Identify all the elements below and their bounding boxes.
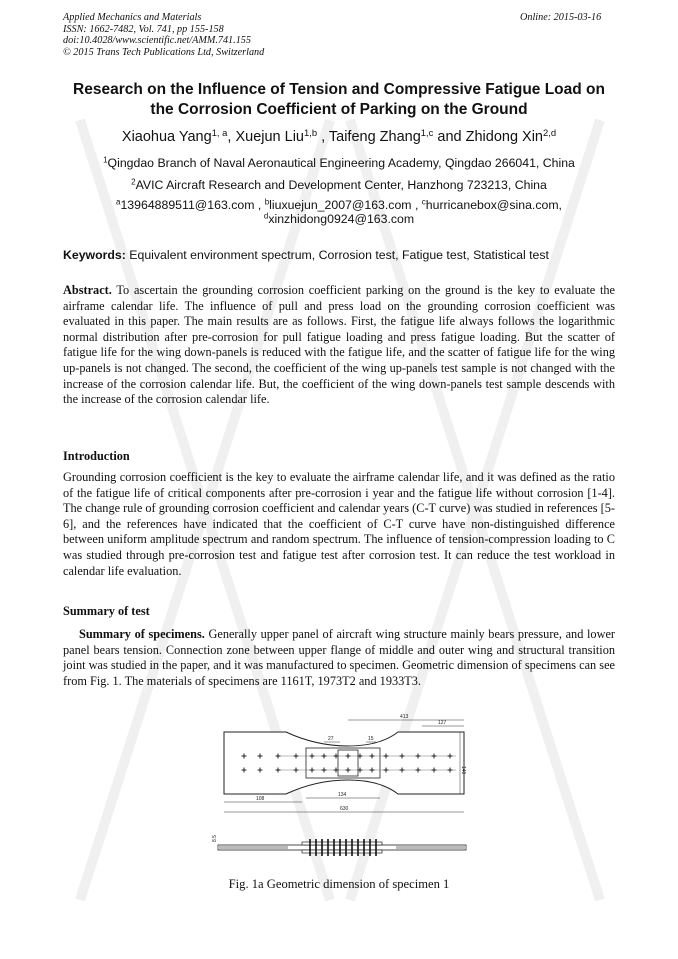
title-line-2: the Corrosion Coefficient of Parking on the Ground xyxy=(150,101,528,118)
affiliation-2 xyxy=(40,178,638,192)
author-affiliation-mark: 1, a xyxy=(211,126,228,138)
affiliation-text: Qingdao Branch of Naval Aeronautical Engineering Academy, Qingdao 266041, China xyxy=(107,156,575,170)
author-list xyxy=(40,126,638,145)
email-mark: b xyxy=(264,197,270,207)
dim-label: 27 xyxy=(328,736,334,742)
author-separator: , xyxy=(317,129,329,145)
doi-line[interactable]: doi:10.4028/www.scientific.net/AMM.741.155 xyxy=(63,35,251,47)
author-name: Xuejun Liu xyxy=(235,129,304,145)
email-c[interactable]: hurricanebox@sina.com, xyxy=(425,198,562,212)
email-a[interactable]: 13964889511@163.com , xyxy=(120,198,262,212)
keywords-text: Equivalent environment spectrum, Corrosion test, Fatigue test, Statistical test xyxy=(129,248,549,262)
email-line-2 xyxy=(40,212,638,226)
introduction-text: Grounding corrosion coefficient is the key to evaluate the airframe calendar life, and it was defined as the ratio of the fatigue life of critical components after pre-corrosion i year and the fatigue life without corrosion [1-4]. The change rule of grounding corrosion coefficient and calendar years (C-T curve) was studied in references [5-6], and the references have indicated that the coefficient of C-T curve have non-distinguished difference between uniform amplitude spectrum and random spectrum. The influence of tension-compression loading to C was studied through pre-corrosion test and fatigue test after corrosion test. It can reduce the test workload in calendar life evaluation. xyxy=(63,470,615,578)
specimen-outline xyxy=(224,732,464,794)
abstract-text: To ascertain the grounding corrosion coefficient parking on the ground is the key to evaluate the airframe calendar life. The influence of pull and press load on the grounding corrosion coefficient was evaluated in this paper. The main results are as follows. First, the fatigue life always follows the logarithmic normal distribution after pre-corrosion for pull fatigue loading and press fatigue loading. But the scatter of fatigue life for the wing down-panels is reduced with the fatigue life, and the scatter of fatigue life for the wing up-panels is not changed. The second, the coefficient of the wing up-panels test sample is not changed with the increase of the corrosion calendar life. But, the coefficient of the wing down-panels test sample descends with the increase of the corrosion calendar life. xyxy=(63,283,615,407)
email-mark: d xyxy=(263,211,269,221)
author-affiliation-mark: 1,c xyxy=(420,126,434,138)
author-affiliation-mark: 1,b xyxy=(303,126,318,138)
affiliation-1 xyxy=(40,156,638,170)
dim-label: 134 xyxy=(338,792,347,798)
keywords-label: Keywords: xyxy=(63,248,126,262)
dim-label: 15 xyxy=(368,736,374,742)
figure-caption: Fig. 1a Geometric dimension of specimen 1 xyxy=(228,877,450,891)
online-date: Online: 2015-03-16 xyxy=(520,12,602,23)
author-name: Xiaohua Yang xyxy=(121,129,212,145)
dim-label: 108 xyxy=(256,796,265,802)
journal-name: Applied Mechanics and Materials xyxy=(63,12,202,23)
title-line-1: Research on the Influence of Tension and Compressive Fatigue Load on xyxy=(73,81,605,98)
dim-label: 127 xyxy=(438,720,447,726)
paper-title xyxy=(40,80,638,120)
email-mark: c xyxy=(421,197,426,207)
dim-label: 8.5 xyxy=(212,835,218,842)
journal-header xyxy=(63,12,264,58)
summary-text: Generally upper panel of aircraft wing structure mainly bears pressure, and lower panel bears tension. Connection zone between upper flange of middle and outer wing and structural transition joint was studied in the paper, and it was manufactured to specimen. Geometric dimension of specimens can see from Fig. 1. The materials of specimens are 1161T, 1973T2 and 1933T3. xyxy=(63,627,616,688)
affiliation-mark: 2 xyxy=(131,177,136,187)
email-d[interactable]: xinzhidong0924@163.com xyxy=(268,212,415,226)
copyright-line: © 2015 Trans Tech Publications Ltd, Switzerland xyxy=(63,46,265,58)
specimen-drawing xyxy=(212,712,468,860)
author-separator: and xyxy=(433,129,466,145)
email-line-1 xyxy=(40,198,638,212)
specimen-side-view xyxy=(218,839,466,856)
summary-sub-label: Summary of specimens. xyxy=(79,627,205,641)
abstract-label: Abstract. xyxy=(63,283,112,297)
email-mark: a xyxy=(116,197,121,207)
email-b[interactable]: liuxuejun_2007@163.com , xyxy=(269,198,419,212)
author-name: Zhidong Xin xyxy=(465,129,543,145)
summary-paragraph xyxy=(63,627,615,689)
abstract xyxy=(63,283,615,408)
author-emails xyxy=(40,198,638,226)
author-affiliation-mark: 2,d xyxy=(543,126,557,138)
author-name: Taifeng Zhang xyxy=(328,129,421,145)
affiliation-text: AVIC Aircraft Research and Development Center, Hanzhong 723213, China xyxy=(135,178,547,192)
dim-label: 630 xyxy=(340,806,349,812)
dim-label: 413 xyxy=(400,714,409,720)
issn-line: ISSN: 1662-7482, Vol. 741, pp 155-158 xyxy=(63,23,224,35)
section-heading-introduction: Introduction xyxy=(63,449,130,463)
dim-label: 140 xyxy=(460,766,466,775)
author-separator: , xyxy=(227,129,236,145)
affiliation-mark: 1 xyxy=(103,155,108,165)
section-heading-summary: Summary of test xyxy=(63,604,150,618)
keywords xyxy=(63,248,623,262)
